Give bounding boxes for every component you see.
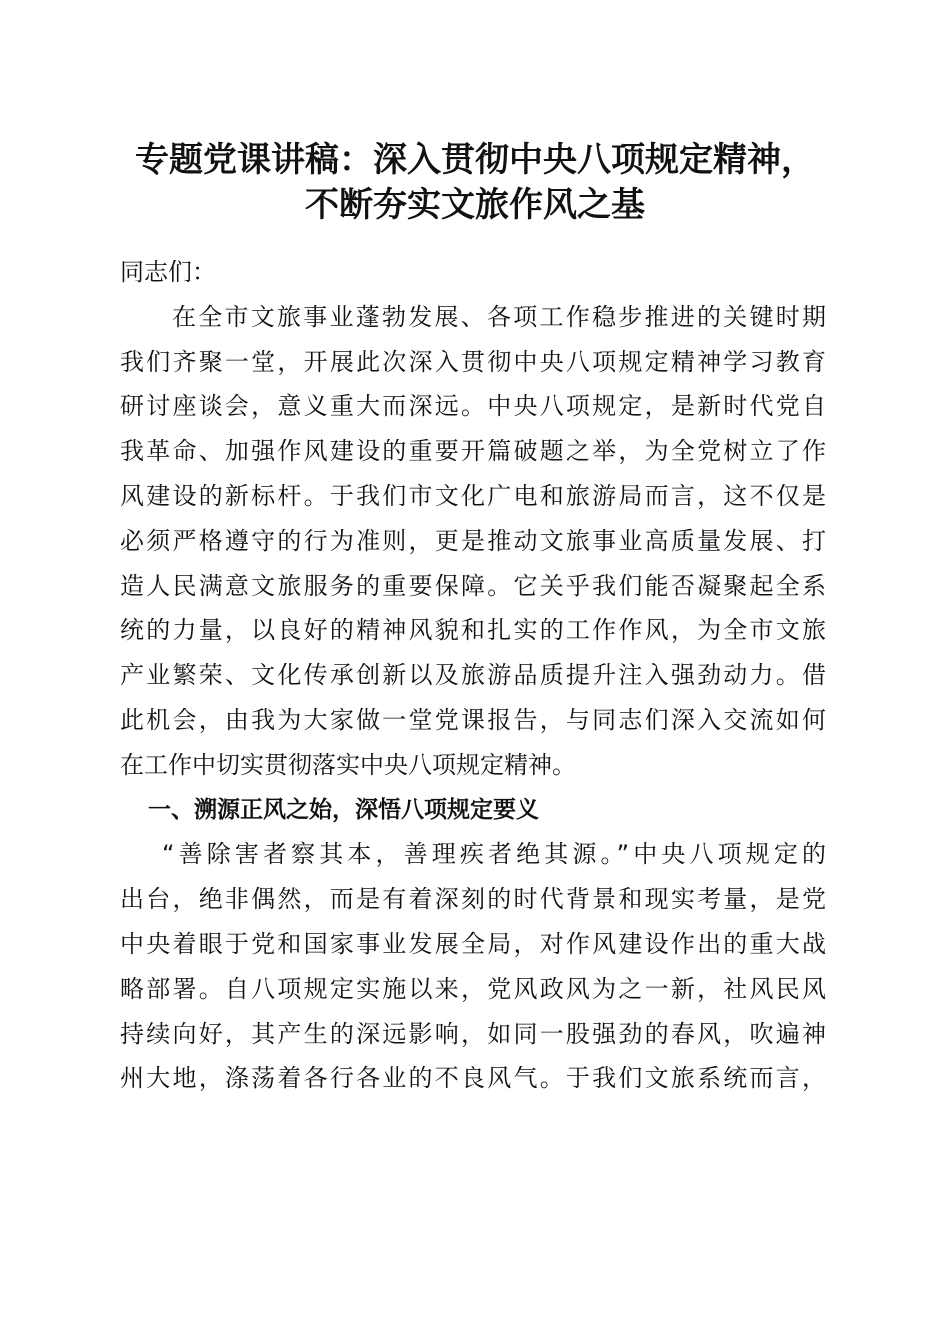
paragraph-line: 必须严格遵守的行为准则，更是推动文旅事业高质量发展、打 [120, 526, 826, 555]
paragraph-line: 在全市文旅事业蓬勃发展、各项工作稳步推进的关键时期 [172, 302, 826, 331]
salutation: 同志们： [120, 258, 216, 286]
paragraph-line: 产业繁荣、文化传承创新以及旅游品质提升注入强劲动力。借 [120, 661, 826, 690]
document-body [120, 250, 826, 1101]
paragraph-1 [120, 295, 826, 788]
paragraph-line: 研讨座谈会，意义重大而深远。中央八项规定，是新时代党自 [120, 392, 826, 421]
paragraph-line: 统的力量，以良好的精神风貌和扎实的工作作风，为全市文旅 [120, 616, 826, 645]
title-line-2: 不断夯实文旅作风之基 [305, 185, 645, 225]
paragraph-line: 造人民满意文旅服务的重要保障。它关乎我们能否凝聚起全系 [120, 571, 826, 600]
section-heading: 一、溯源正风之始，深悟八项规定要义 [148, 796, 539, 823]
paragraph-line: 我们齐聚一堂，开展此次深入贯彻中央八项规定精神学习教育 [120, 347, 826, 376]
paragraph-line: 在工作中切实贯彻落实中央八项规定精神。 [120, 750, 576, 779]
paragraph-line: 出台，绝非偶然，而是有着深刻的时代背景和现实考量，是党 [120, 885, 826, 914]
paragraph-line: 州大地，涤荡着各行各业的不良风气。于我们文旅系统而言， [120, 1064, 826, 1093]
paragraph-line: 中央着眼于党和国家事业发展全局，对作风建设作出的重大战 [120, 929, 826, 958]
paragraph-line: 风建设的新标杆。于我们市文化广电和旅游局而言，这不仅是 [120, 481, 826, 510]
paragraph-2 [120, 832, 826, 1101]
paragraph-line: “善除害者察其本，善理疾者绝其源。”中央八项规定的 [162, 840, 826, 869]
paragraph-line: 我革命、加强作风建设的重要开篇破题之举，为全党树立了作 [120, 437, 826, 466]
paragraph-line: 略部署。自八项规定实施以来，党风政风为之一新，社风民风 [120, 974, 826, 1003]
paragraph-line: 持续向好，其产生的深远影响，如同一股强劲的春风，吹遍神 [120, 1019, 826, 1048]
title-line-1: 专题党课讲稿：深入贯彻中央八项规定精神， [135, 140, 815, 180]
paragraph-line: 此机会，由我为大家做一堂党课报告，与同志们深入交流如何 [120, 705, 826, 734]
